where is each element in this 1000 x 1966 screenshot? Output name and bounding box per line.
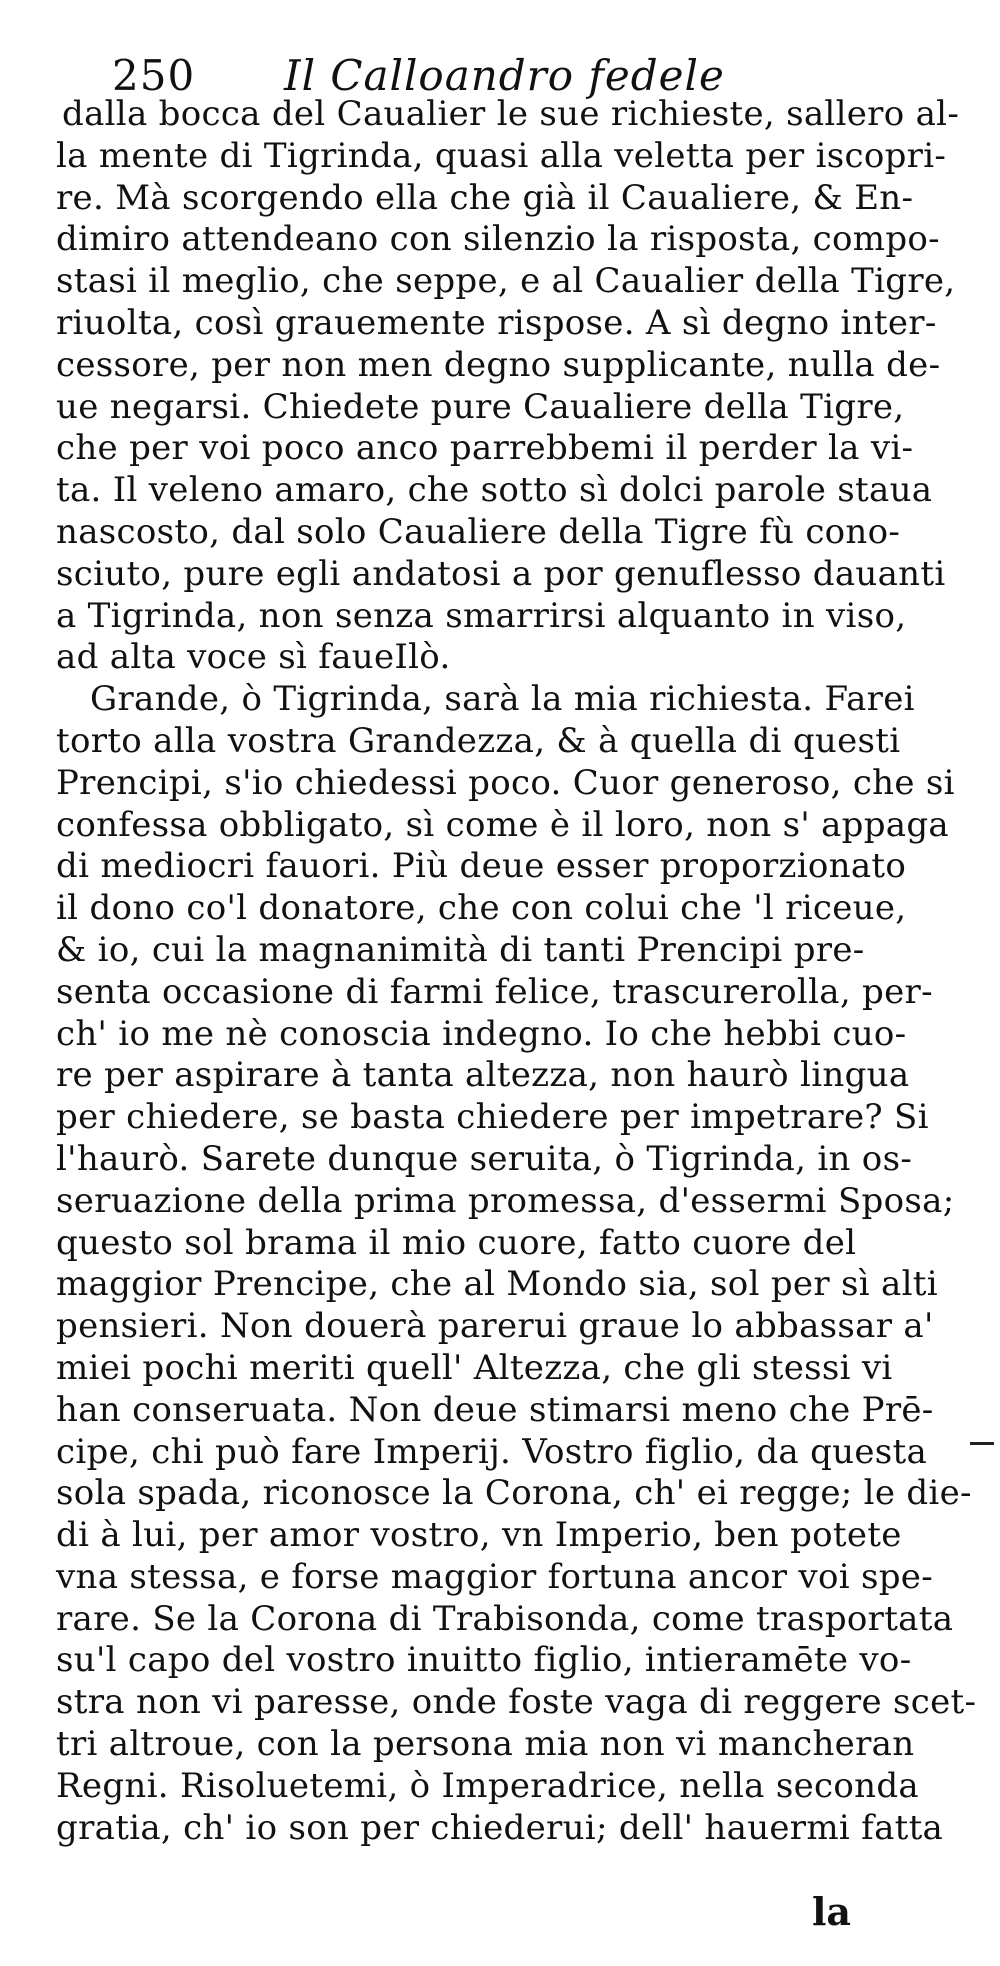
text-line: Prencipi, s'io chiedessi poco. Cuor generoso, che si [56, 762, 955, 803]
text-line: Grande, ò Tigrinda, sarà la mia richiesta. Farei [90, 679, 915, 720]
body-text [56, 94, 977, 1849]
text-line: torto alla vostra Grandezza, & à quella di questi [56, 720, 901, 761]
text-line: & io, cui la magnanimità di tanti Prencipi pre- [56, 929, 865, 970]
text-line: di mediocri fauori. Più deue esser proporzionato [56, 846, 907, 887]
text-line: pensieri. Non douerà parerui graue lo abbassar a' [56, 1306, 934, 1347]
text-line: l'haurò. Sarete dunque seruita, ò Tigrinda, in os- [56, 1138, 913, 1179]
text-line: cessore, per non men degno supplicante, nulla de- [56, 344, 941, 385]
text-line: maggior Prencipe, che al Mondo sia, sol per sì alti [56, 1264, 938, 1305]
margin-mark [970, 1442, 994, 1445]
text-line: vna stessa, e forse maggior fortuna ancor voi spe- [56, 1556, 934, 1597]
text-line: questo sol brama il mio cuore, fatto cuore del [56, 1222, 857, 1263]
text-line: senta occasione di farmi felice, trascurerolla, per- [56, 971, 933, 1012]
text-line: sola spada, riconosce la Corona, ch' ei regge; le die- [56, 1473, 972, 1514]
text-line: miei pochi meriti quell' Altezza, che gli stessi vi [56, 1347, 893, 1388]
text-line: di à lui, per amor vostro, vn Imperio, ben potete [56, 1515, 902, 1556]
text-line: dalla bocca del Caualier le sue richieste, sallero al- [62, 94, 960, 134]
text-line: stra non vi paresse, onde foste vaga di reggere scet- [56, 1682, 977, 1723]
text-line: che per voi poco anco parrebbemi il perder la vi- [56, 428, 914, 469]
text-line: per chiedere, se basta chiedere per impetrare? Si [56, 1097, 929, 1138]
text-line: la mente di Tigrinda, quasi alla veletta per iscopri- [56, 135, 947, 176]
text-line: ch' io me nè conoscia indegno. Io che hebbi cuo- [56, 1013, 907, 1054]
text-line: han conseruata. Non deue stimarsi meno che Prē- [56, 1389, 934, 1430]
text-line: sciuto, pure egli andatosi a por genuflesso dauanti [56, 553, 946, 594]
text-line: ta. Il veleno amaro, che sotto sì dolci parole staua [56, 470, 933, 511]
text-line: cipe, chi può fare Imperij. Vostro figlio, da questa [56, 1431, 928, 1472]
text-line: rare. Se la Corona di Trabisonda, come trasportata [56, 1598, 954, 1639]
text-line: seruazione della prima promessa, d'essermi Sposa; [56, 1180, 955, 1221]
text-line: tri altroue, con la persona mia non vi mancheran [56, 1724, 915, 1765]
text-line: Regni. Risoluetemi, ò Imperadrice, nella seconda [56, 1765, 919, 1806]
text-line: re. Mà scorgendo ella che già il Caualiere, & En- [56, 177, 914, 218]
running-title: Il Calloandro fedele [284, 51, 725, 100]
text-line: nascosto, dal solo Caualiere della Tigre fù cono- [56, 511, 901, 552]
text-line: dimiro attendeano con silenzio la risposta, compo- [56, 219, 940, 260]
text-line: stasi il meglio, che seppe, e al Caualier della Tigre, [56, 261, 956, 302]
catchword: la [812, 1889, 852, 1934]
text-line: ad alta voce sì faueIlò. [56, 637, 451, 678]
page-number: 250 [112, 51, 196, 100]
text-line: confessa obbligato, sì come è il loro, non s' appaga [56, 804, 949, 845]
text-line: gratia, ch' io son per chiederui; dell' hauermi fatta [56, 1807, 944, 1848]
text-line: su'l capo del vostro inuitto figlio, intieramēte vo- [56, 1640, 912, 1681]
text-line: a Tigrinda, non senza smarrirsi alquanto in viso, [56, 595, 907, 636]
text-line: re per aspirare à tanta altezza, non haurò lingua [56, 1055, 910, 1096]
text-line: riuolta, così grauemente rispose. A sì degno inter- [56, 302, 937, 343]
text-line: il dono co'l donatore, che con colui che 'l riceue, [56, 888, 907, 929]
text-line: ue negarsi. Chiedete pure Caualiere della Tigre, [56, 386, 905, 427]
